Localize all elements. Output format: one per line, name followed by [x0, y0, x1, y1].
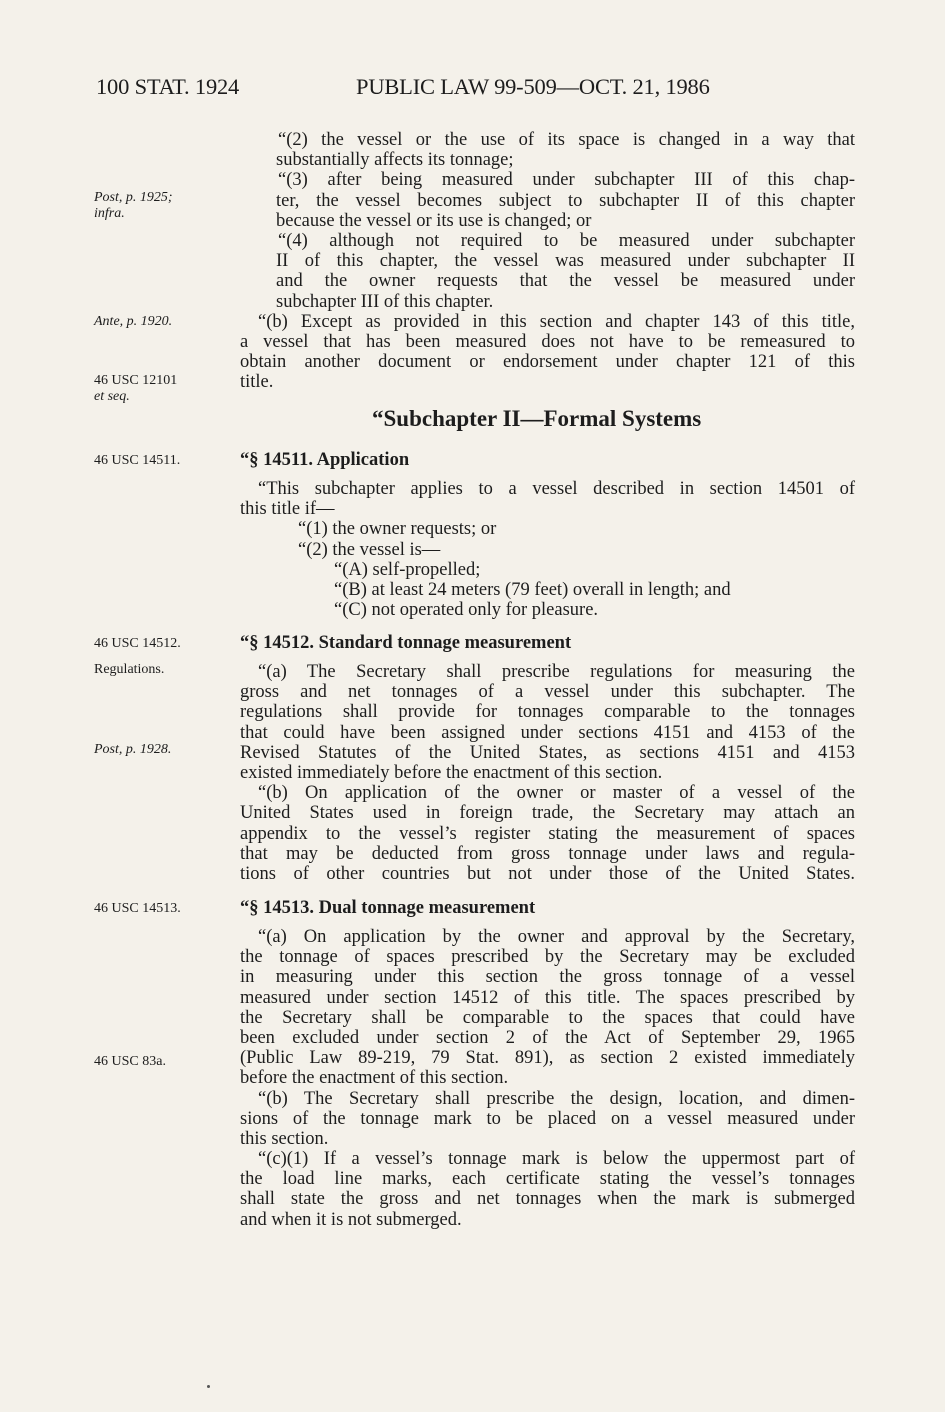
page-header-stat: 100 STAT. 1924 [96, 74, 240, 99]
text-line: “(b) Except as provided in this section and chapter 143 of this title, [258, 311, 855, 332]
text-line: existed immediately before the enactment of this section. [240, 762, 663, 783]
margin-note-ante-1920: Ante, p. 1920. [94, 314, 173, 329]
text-line: “(A) self-propelled; [334, 559, 481, 580]
text-line: the tonnage of spaces prescribed by the Secretary may be excluded [240, 947, 855, 968]
text-line: and the owner requests that the vessel be measured under [276, 271, 855, 292]
text-line: “(C) not operated only for pleasure. [334, 600, 599, 621]
margin-note-46usc14511: 46 USC 14511. [94, 453, 181, 468]
margin-note-post-1928: Post, p. 1928. [94, 742, 172, 757]
text-line: ter, the vessel becomes subject to subchapter II of this chapter [276, 190, 855, 211]
text-line: in measuring under this section the gross tonnage of a vessel [240, 967, 855, 988]
section-heading-14512: “§ 14512. Standard tonnage measurement [240, 633, 572, 653]
text-line: the load line marks, each certificate stating the vessel’s tonnages [240, 1169, 855, 1190]
margin-note-46usc14512: 46 USC 14512. [94, 636, 181, 651]
text-line: Revised Statutes of the United States, as sections 4151 and 4153 [240, 742, 855, 763]
text-line: appendix to the vessel’s register stating the measurement of spaces [240, 823, 855, 844]
text-line: “This subchapter applies to a vessel described in section 14501 of [258, 479, 855, 499]
text-line: gross and net tonnages of a vessel under this subchapter. The [240, 682, 855, 703]
margin-note-46usc83a: 46 USC 83a. [94, 1054, 166, 1069]
text-line: “(c)(1) If a vessel’s tonnage mark is below the uppermost part of [258, 1149, 855, 1170]
text-line: measured under section 14512 of this title. The spaces prescribed by [240, 987, 855, 1008]
text-line: obtain another document or endorsement under chapter 121 of this [240, 352, 855, 373]
text-line: “(3) after being measured under subchapter III of this chap- [278, 170, 855, 191]
text-line: this title if— [240, 499, 335, 520]
text-line: “(2) the vessel is— [298, 539, 441, 560]
text-line: and when it is not submerged. [240, 1209, 462, 1230]
text-line: that may be deducted from gross tonnage under laws and regula- [240, 843, 855, 864]
margin-note-post-1925: Post, p. 1925; infra. [94, 190, 173, 221]
text-line: the Secretary shall be comparable to the spaces that could have [240, 1007, 855, 1028]
text-line: tions of other countries but not under those of the United States. [240, 863, 855, 884]
text-line: “(a) The Secretary shall prescribe regulations for measuring the [258, 662, 855, 682]
margin-note-regulations: Regulations. [94, 662, 165, 677]
text-line: “(1) the owner requests; or [298, 519, 497, 540]
text-line: been excluded under section 2 of the Act of September 29, 1965 [240, 1027, 855, 1048]
text-line: title. [240, 372, 274, 393]
section-body-14512 [240, 662, 855, 884]
section-body-14513 [240, 927, 855, 1230]
text-line: that could have been assigned under sections 4151 and 4153 of the [240, 722, 855, 743]
text-line: sions of the tonnage mark to be placed on a vessel measured under [240, 1108, 855, 1129]
text-line: shall state the gross and net tonnages when the mark is submerged [240, 1189, 855, 1210]
text-line: United States used in foreign trade, the Secretary may attach an [240, 803, 855, 824]
subchapter-title: “Subchapter II—Formal Systems [372, 406, 702, 431]
text-line: “(4) although not required to be measured under subchapter [278, 230, 855, 251]
text-line: (Public Law 89-219, 79 Stat. 891), as section 2 existed immediately [240, 1048, 855, 1069]
section-heading-14513: “§ 14513. Dual tonnage measurement [240, 898, 536, 918]
scan-speck [207, 1385, 210, 1388]
text-line: a vessel that has been measured does not have to be remeasured to [240, 331, 855, 352]
page-header-law: PUBLIC LAW 99-509—OCT. 21, 1986 [356, 74, 710, 99]
text-line: before the enactment of this section. [240, 1068, 509, 1089]
text-line: this section. [240, 1128, 329, 1149]
text-line: II of this chapter, the vessel was measured under subchapter II [276, 251, 855, 272]
text-line: regulations shall provide for tonnages comparable to the tonnages [240, 702, 855, 723]
text-line: substantially affects its tonnage; [276, 150, 514, 171]
text-line: “(a) On application by the owner and approval by the Secretary, [258, 927, 855, 947]
margin-note-46usc14513: 46 USC 14513. [94, 901, 181, 916]
text-line: “(2) the vessel or the use of its space is changed in a way that [278, 130, 855, 150]
section-body-14511 [240, 479, 855, 620]
margin-note-46usc12101: 46 USC 12101 et seq. [94, 373, 178, 404]
subsection-continuation [240, 130, 855, 392]
text-line: “(b) The Secretary shall prescribe the design, location, and dimen- [258, 1088, 855, 1109]
text-line: “(b) On application of the owner or master of a vessel of the [258, 783, 855, 804]
text-line: subchapter III of this chapter. [276, 291, 494, 312]
text-line: “(B) at least 24 meters (79 feet) overall in length; and [334, 579, 731, 600]
section-heading-14511: “§ 14511. Application [240, 450, 410, 470]
text-line: because the vessel or its use is changed; or [276, 210, 592, 231]
